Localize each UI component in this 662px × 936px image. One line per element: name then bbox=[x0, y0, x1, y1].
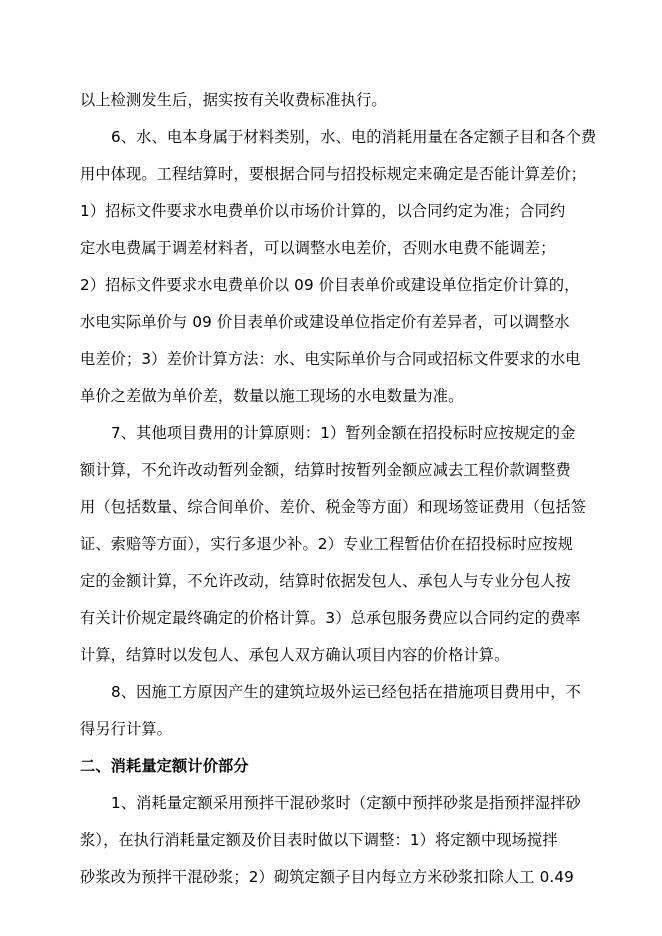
paragraph-line: 砂浆改为预拌干混砂浆；2）砌筑定额子目内每立方米砂浆扣除人工 0.49 bbox=[80, 868, 574, 886]
paragraph-line: 证、索赔等方面），实行多退少补。2）专业工程暂估价在招投标时应按规 bbox=[80, 535, 574, 553]
paragraph-7-start: 7、其他项目费用的计算原则：1）暂列金额在招投标时应按规定的金 bbox=[111, 424, 576, 442]
paragraph-line: 浆），在执行消耗量定额及价目表时做以下调整：1）将定额中现场搅拌 bbox=[80, 831, 558, 849]
paragraph-line: 有关计价规定最终确定的价格计算。3）总承包服务费应以合同约定的费率 bbox=[80, 609, 581, 627]
paragraph-line: 定的金额计算，不允许改动，结算时依据发包人、承包人与专业分包人按 bbox=[80, 572, 571, 590]
paragraph-line: 水电实际单价与 09 价目表单价或建设单位指定价有差异者，可以调整水 bbox=[80, 313, 570, 331]
paragraph-line: 用（包括数量、综合间单价、差价、税金等方面）和现场签证费用（包括签 bbox=[80, 498, 587, 516]
paragraph-6-start: 6、水、电本身属于材料类别，水、电的消耗用量在各定额子目和各个费 bbox=[111, 128, 597, 146]
paragraph-line: 用中体现。工程结算时，要根据合同与招投标规定来确定是否能计算差价； bbox=[80, 165, 587, 183]
paragraph-line: 定水电费属于调差材料者，可以调整水电差价，否则水电费不能调差； bbox=[80, 239, 556, 257]
paragraph-line: 得另行计算。 bbox=[80, 720, 173, 738]
paragraph-line: 单价之差做为单价差，数量以施工现场的水电数量为准。 bbox=[80, 387, 464, 405]
paragraph-line: 以上检测发生后，据实按有关收费标准执行。 bbox=[80, 91, 387, 109]
section-heading: 二、消耗量定额计价部分 bbox=[80, 757, 249, 775]
paragraph-line: 2）招标文件要求水电费单价以 09 价目表单价或建设单位指定价计算的， bbox=[80, 276, 580, 294]
paragraph-1-start: 1、消耗量定额采用预拌干混砂浆时（定额中预拌砂浆是指预拌湿拌砂 bbox=[111, 794, 581, 812]
paragraph-line: 额计算，不允许改动暂列金额，结算时按暂列金额应减去工程价款调整费 bbox=[80, 461, 571, 479]
paragraph-line: 计算，结算时以发包人、承包人双方确认项目内容的价格计算。 bbox=[80, 646, 510, 664]
paragraph-8-start: 8、因施工方原因产生的建筑垃圾外运已经包括在措施项目费用中，不 bbox=[111, 683, 581, 701]
paragraph-line: 1）招标文件要求水电费单价以市场价计算的，以合同约定为准；合同约 bbox=[80, 202, 566, 220]
paragraph-line: 电差价；3）差价计算方法：水、电实际单价与合同或招标文件要求的水电 bbox=[80, 350, 581, 368]
